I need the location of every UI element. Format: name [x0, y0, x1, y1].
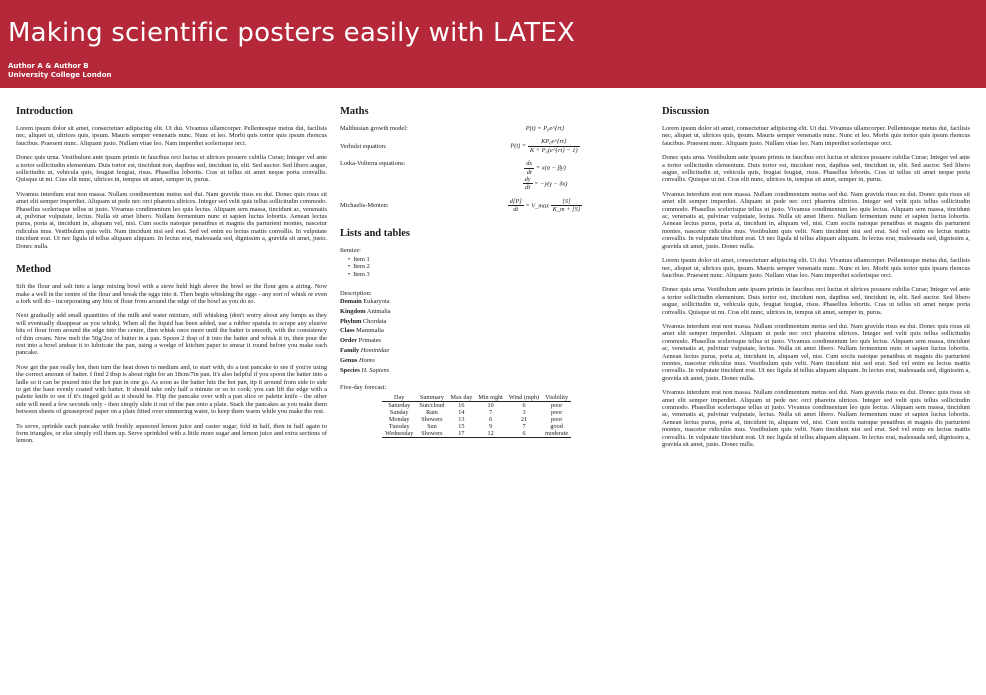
list-item: • Item 3 [348, 271, 630, 278]
mm-vmax: = V_max [525, 202, 549, 210]
table-cell: Saturday [388, 401, 411, 409]
table-cell: 13 [458, 415, 465, 423]
discussion-paragraph: Vivamus interdum erat non massa. Nullam condimentum metus sed dui. Nam gravida risus eu dui. Donec quis risus sit amet elit semper imperdiet. Aliquam ut pede nec orci pharetra ultrices. Integer sed velit quis tellus sollicitudin commodo. Phasellus scelerisque tellus ut justo. Vivamus condimentum leo quis lectus. Aliquam sem massa, tincidunt ac, venenatis at, pulvinar vulputate, lectus. Nulla sit amet libero. Nullam fermentum nunc et sapien luctus lobortis. Aenean lectus purus, porta at, tincidunt in, aliquam vel, nisi. Cum sociis natoque penatibus et magnis dis parturient montes, nascetur ridiculus mus. Vestibulum quis velit. Nam tincidunt nisi sed erat. Sed vel enim eu lectus mattis convallis. In vulputate tincidunt erat. Ut nec ligula id tellus aliquam aliquam. In lectus erat, malesuada sed, dignissim a, gravida sit amet, justo. Donec nulla. [662, 190, 970, 250]
table-cell: Tuesday [388, 422, 410, 430]
description-list [340, 298, 630, 375]
table-cell: 6 [489, 415, 493, 423]
column-middle [340, 106, 630, 438]
table-cell: poor [550, 415, 563, 423]
table-cell: 7 [522, 422, 526, 430]
column-header: Min night [475, 394, 506, 402]
dt: dt [513, 206, 519, 214]
intro-paragraph: Vivamus interdum erat non massa. Nullam condimentum metus sed dui. Nam gravida risus eu dui. Donec quis risus sit amet elit semper imperdiet. Aliquam ut pede nec orci pharetra ultrices. Integer sed velit quis tellus sollicitudin commodo. Phasellus scelerisque tellus ut justo. Vivamus condimentum leo quis lectus. Aliquam sem massa, tincidunt ac, venenatis at, pulvinar vulputate, lectus. Nulla sit amet libero. Nullam fermentum nunc et sapien luctus lobortis. Aenean lectus purus, porta at, tincidunt in, aliquam vel, nisi. Cum sociis natoque penatibus et magnis dis parturient montes, nascetur ridiculus mus. Vestibulum quis velit. Nam tincidunt nisi sed erat. Sed vel enim eu lectus mattis convallis. In vulputate tincidunt erat. Ut nec ligula id tellus aliquam aliquam. In lectus erat, malesuada sed, dignissim a, gravida sit amet, justo. Donec nulla. [16, 190, 327, 250]
introduction-heading: Introduction [16, 106, 73, 117]
table-cell: 9 [489, 422, 493, 430]
malthus-label: Malthusian growth model: [340, 125, 408, 132]
forecast-table [382, 394, 571, 438]
table-cell: 3 [522, 408, 526, 416]
table-cell: good [550, 422, 563, 430]
table-cell: 17 [447, 430, 475, 438]
lotka-volterra-row [340, 160, 630, 192]
poster-title: Making scientific posters easily with LATEX [8, 18, 576, 48]
method-heading: Method [16, 264, 51, 276]
column-header: Visibility [542, 394, 571, 402]
verhulst-equation [460, 138, 630, 154]
item-list [340, 256, 630, 278]
table-cell: 10 [487, 401, 494, 409]
table-cell: 14 [458, 408, 465, 416]
value: Eukaryota [363, 297, 390, 305]
list-item: • Item 1 [348, 256, 630, 263]
discussion-paragraph: Lorem ipsum dolor sit amet, consectetuer adipiscing elit. Ut dui. Vivamus ullamcorper. Pellentesque metus dui, facilisis nec, aliquet ut, ultrices quis, ipsum. Mauris semper venenatis nunc. Nunc et leo. Morbi quis tortor quis ipsum rhoncus faucibus. Praesent nunc. Aliquam justo. Nullam vitae leo. Nam imperdiet scelerisque orci. [662, 125, 970, 147]
term: Genus [340, 357, 358, 365]
table-cell: Wednesday [382, 430, 416, 438]
column-right [662, 106, 970, 455]
value: Animalia [366, 307, 391, 315]
verhulst-denominator: K + P₀(e^{rt} − 1) [529, 146, 578, 154]
method-paragraph: Now get the pan really hot, then turn the heat down to medium and, to start with, do a test pancake to see if you're using the correct amount of batter. I find 2 tbsp is about right for an 18cm/7in pan. It's also helpful if you spoon the batter into a ladle so it can be poured into the hot pan in one go. As soon as the batter hits the hot pan, tip it around from side to side to get the base evenly coated with batter. It should take only half a minute or so to cook; you can lift the edge with a palette knife to see if it's tinged gold as it should be. Flip the pancake over with a pan slice or palette knife - the other side will need a few seconds only - then simply slide it out of the pan onto a plate. Stack the pancakes as you make them between sheets of greaseproof paper on a plate fitted over simmering water, to keep them warm while you make the rest. [16, 363, 327, 416]
s-denominator: K_m + [S] [552, 206, 581, 214]
verhulst-row [340, 138, 630, 154]
table-cell: 6 [506, 430, 542, 438]
term: Family [340, 347, 360, 355]
column-left [16, 106, 327, 452]
michaelis-menten-row [340, 198, 630, 214]
description-entry [340, 367, 630, 374]
dp: d[P] [509, 197, 522, 205]
table-cell: 7 [489, 408, 493, 416]
table-cell: Showers [416, 430, 447, 438]
discussion-paragraph: Lorem ipsum dolor sit amet, consectetuer adipiscing elit. Ut dui. Vivamus ullamcorper. Pellentesque metus dui, facilisis nec, aliquet ut, ultrices quis, ipsum. Mauris semper venenatis nunc. Nunc et leo. Morbi quis tortor quis ipsum rhoncus faucibus. Praesent nunc. Aliquam justo. Nullam vitae leo. Nam imperdiet scelerisque orci. [662, 257, 970, 279]
lists-heading: Lists and tables [340, 227, 411, 239]
description-entry [340, 337, 630, 344]
column-header: Wind (mph) [506, 394, 542, 402]
lv-rhs2: = −y(γ − δx) [534, 180, 568, 188]
author-block [8, 62, 112, 80]
table-row [382, 401, 571, 409]
table-header-row [382, 394, 571, 402]
description-entry [340, 327, 630, 334]
dx-dt [524, 160, 534, 176]
table-row [382, 416, 571, 423]
maths-heading: Maths [340, 106, 369, 117]
discussion-heading: Discussion [662, 106, 710, 117]
intro-paragraph: Lorem ipsum dolor sit amet, consectetuer adipiscing elit. Ut dui. Vivamus ullamcorper. Pellentesque metus dui, facilisis nec, aliquet ut, ultrices quis, ipsum. Mauris semper venenatis nunc. Nunc et leo. Morbi quis tortor quis ipsum rhoncus faucibus. Praesent nunc. Aliquam justo. Nullam vitae leo. Nam imperdiet scelerisque orci. [16, 125, 327, 147]
table-row [382, 409, 571, 416]
intro-paragraph: Donec quis urna. Vestibulum ante ipsum primis in faucibus orci luctus et ultrices posuere cubilia Curae; Integer vel ante a tortor sollicitudin elementum. Duis tortor est, tincidunt non, dapibus sed, tincidunt in, elit. Sed auctor. Sed libero augue, sollicitudin ut, vehicula quis, feugiat feugiat, risus. Phasellus lobortis. Cras ut tellus sit amet neque porta convallis. Quisque ut mi. Cras elit nunc, ultrices in, tempus sit amet, semper in, purus. [16, 154, 327, 184]
term: Order [340, 337, 358, 345]
description-label: Description: [340, 290, 372, 298]
dx: dx [526, 160, 533, 168]
term: Species [340, 367, 360, 375]
value: Chordata [362, 317, 387, 325]
table-cell: moderate [542, 430, 571, 438]
table-cell: Monday [388, 415, 410, 423]
value: Homo [359, 357, 375, 365]
itemize-label: Itemize: [340, 246, 361, 254]
verhulst-fraction [528, 138, 580, 154]
table-cell: Sunday [389, 408, 409, 416]
lotka-volterra-equations [460, 160, 630, 192]
list-item: • Item 2 [348, 263, 630, 270]
affiliation: University College London [8, 71, 112, 79]
table-cell: 21 [520, 415, 528, 423]
discussion-paragraph: Vivamus interdum erat non massa. Nullam condimentum metus sed dui. Nam gravida risus eu dui. Donec quis risus sit amet elit semper imperdiet. Aliquam ut pede nec orci pharetra ultrices. Integer sed velit quis tellus sollicitudin commodo. Phasellus scelerisque tellus ut justo. Vivamus condimentum leo quis lectus. Aliquam sem massa, tincidunt ac, venenatis at, pulvinar vulputate, lectus. Nulla sit amet libero. Nullam fermentum nunc et sapien luctus lobortis. Aenean lectus purus, porta at, tincidunt in, aliquam vel, nisi. Cum sociis natoque penatibus et magnis dis parturient montes, nascetur ridiculus mus. Vestibulum quis velit. Nam tincidunt nisi sed erat. Sed vel enim eu lectus mattis convallis. In vulputate tincidunt erat. Ut nec ligula id tellus aliquam aliquam. In lectus erat, malesuada sed, dignissim a, gravida sit amet, justo. Donec nulla. [662, 322, 970, 382]
dt: dt [525, 184, 531, 192]
verhulst-numerator: KP₀e^{rt} [528, 138, 580, 146]
poster-banner [0, 0, 986, 88]
dy-dt [523, 176, 533, 192]
description-entry [340, 308, 630, 315]
table-cell: Sun/cloud [419, 401, 445, 409]
method-paragraph: Next gradually add small quantities of the milk and water mixture, still whisking (don't worry about any lumps as they will eventually disappear as you whisk). When all the liquid has been added, use a rubber spatula to scrape any elusive bits of flour from around the edge into the centre, then whisk once more until the batter is smooth, with the consistency of thin cream. Now melt the 50g/2oz of butter in a pan. Spoon 2 tbsp of it into the batter and whisk it in, then pour the rest into a bowl andsue it to lubricate the pan, using a wodge of kitchen paper to smear it round before you make each pancake. [16, 312, 327, 357]
malthus-row [340, 125, 630, 132]
value: Primates [358, 337, 382, 345]
value: Hominidae [360, 347, 390, 355]
forecast-label: Five-day forecast: [340, 384, 387, 392]
discussion-paragraph: Donec quis urna. Vestibulum ante ipsum primis in faucibus orci luctus et ultrices posuere cubilia Curae; Integer vel ante a tortor sollicitudin elementum. Duis tortor est, tincidunt non, dapibus sed, tincidunt in, elit. Sed auctor. Sed libero augue, sollicitudin ut, vehicula quis, feugiat feugiat, risus. Phasellus lobortis. Cras ut tellus sit amet neque porta convallis. Quisque ut mi. Cras elit nunc, ultrices in, tempus sit amet, semper in, purus. [662, 154, 970, 184]
column-header: Day [382, 394, 416, 402]
malthus-equation: P(t) = P₀e^{rt} [525, 125, 565, 132]
s-numerator: [S] [551, 198, 583, 206]
table-row [382, 430, 571, 438]
term: Class [340, 327, 355, 335]
table-cell: poor [550, 408, 563, 416]
verhulst-lhs: P(t) = [510, 142, 527, 150]
method-paragraph: To serve, sprinkle each pancake with freshly squeezed lemon juice and caster sugar, fold in half, then in half again to form triangles, or else simply roll them up. Serve sprinkled with a little more sugar and lemon juice and extra sections of lemon. [16, 422, 327, 445]
description-entry [340, 347, 630, 354]
table-cell: poor [550, 401, 563, 409]
column-header: Summary [416, 394, 447, 402]
term: Domain [340, 297, 362, 305]
michaelis-menten-label: Michaelis-Menten: [340, 202, 389, 210]
table-cell: 16 [458, 401, 465, 409]
author-line: Author A & Author B [8, 62, 89, 70]
table-cell: Sun [427, 422, 437, 430]
table-cell: 12 [475, 430, 506, 438]
table-cell: 15 [458, 422, 465, 430]
table-row [382, 423, 571, 430]
michaelis-menten-equation [460, 198, 630, 214]
lotka-volterra-label: Lotka-Volterra equations: [340, 160, 406, 168]
s-fraction [551, 198, 583, 214]
term: Phylum [340, 317, 362, 325]
term: Kingdom [340, 307, 366, 315]
description-entry [340, 298, 630, 305]
discussion-paragraph: Donec quis urna. Vestibulum ante ipsum primis in faucibus orci luctus et ultrices posuere cubilia Curae; Integer vel ante a tortor sollicitudin elementum. Duis tortor est, tincidunt non, dapibus sed, tincidunt in, elit. Sed auctor. Sed libero augue, sollicitudin ut, vehicula quis, feugiat feugiat, risus. Phasellus lobortis. Cras ut tellus sit amet neque porta convallis. Quisque ut mi. Cras elit nunc, ultrices in, tempus sit amet, semper in, purus. [662, 286, 970, 316]
discussion-paragraph: Vivamus interdum erat non massa. Nullam condimentum metus sed dui. Nam gravida risus eu dui. Donec quis risus sit amet elit semper imperdiet. Aliquam ut pede nec orci pharetra ultrices. Integer sed velit quis tellus sollicitudin commodo. Phasellus scelerisque tellus ut justo. Vivamus condimentum leo quis lectus. Aliquam sem massa, tincidunt ac, venenatis at, pulvinar vulputate, lectus. Nulla sit amet libero. Nullam fermentum nunc et sapien luctus lobortis. Aenean lectus purus, porta at, tincidunt in, aliquam vel, nisi. Cum sociis natoque penatibus et magnis dis parturient montes, nascetur ridiculus mus. Vestibulum quis velit. Nam tincidunt nisi sed erat. Sed vel enim eu lectus mattis convallis. In vulputate tincidunt erat. Ut nec ligula id tellus aliquam aliquam. In lectus erat, malesuada sed, dignissim a, gravida sit amet, justo. Donec nulla. [662, 389, 970, 449]
value: H. Sapiens [361, 367, 390, 375]
description-entry [340, 318, 630, 325]
method-paragraph: Sift the flour and salt into a large mixing bowl with a sieve held high above the bowl so the flour gets a airing. Now make a well in the centre of the flour and break the eggs into it. Then begin whisking the eggs - any sort of whisk or even a fork will do - incorporating any bits of flour from around the edge of the bowl as you do so. [16, 283, 327, 305]
column-header: Max day [447, 394, 475, 402]
dy: dy [524, 176, 531, 184]
table-cell: Rain [426, 408, 438, 416]
dt: dt [526, 168, 532, 176]
description-entry [340, 357, 630, 364]
value: Mammalia [356, 327, 384, 335]
dp-dt [508, 198, 524, 214]
table-cell: Showers [421, 415, 443, 423]
verhulst-label: Verhulst equation: [340, 142, 387, 150]
lv-rhs1: = x(α − βy) [535, 164, 566, 172]
table-cell: 6 [522, 401, 526, 409]
